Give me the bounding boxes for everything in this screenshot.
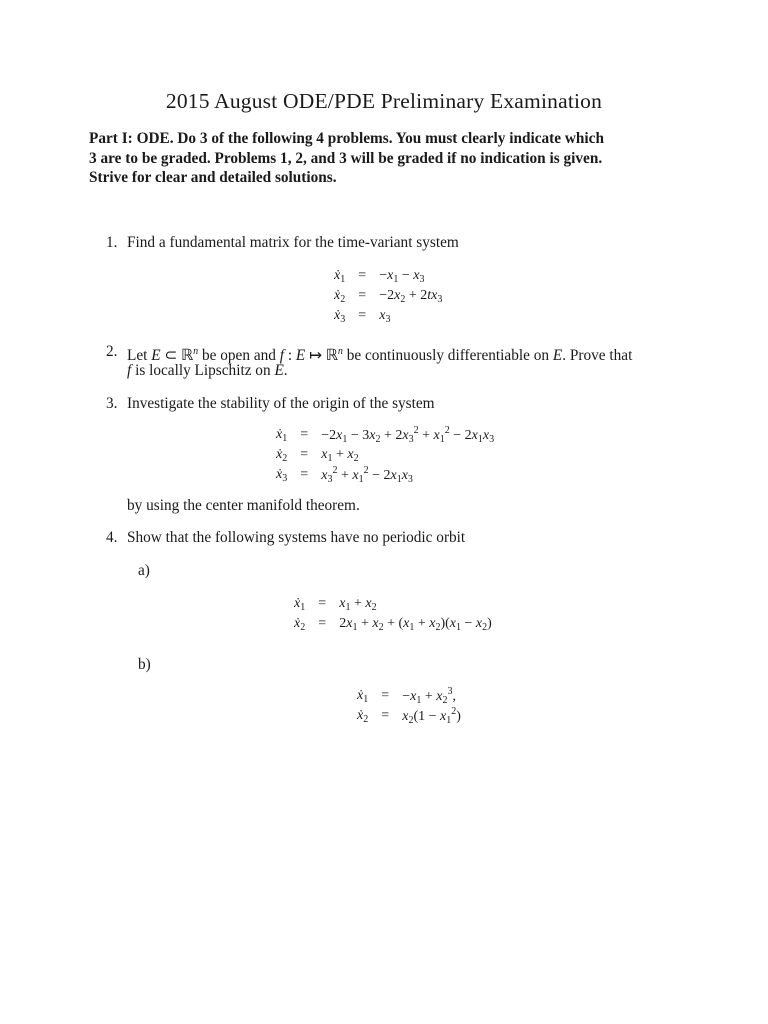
page-title: 2015 August ODE/PDE Preliminary Examination bbox=[165, 89, 603, 113]
problem-text: Show that the following systems have no periodic orbit bbox=[127, 529, 466, 546]
problem-text: Investigate the stability of the origin of the system bbox=[127, 395, 435, 412]
instructions bbox=[89, 129, 689, 188]
system-equation-3: ẋ$_1$ = $-2x_1 - 3x_2 + 2x_3^2 + x_1^2 - 2x_1x_3$ ẋ$_2$ = $x_1 + x_2$ ẋ$_3$ = $x_3^2 + x_1^2 - 2x_1x_3$ bbox=[276, 425, 495, 485]
problem-number: 2. bbox=[106, 343, 118, 360]
instructions-line-1: Part I: ODE. Do 3 of the following 4 problems. You must clearly indicate which bbox=[89, 130, 604, 147]
part-a-label: a) bbox=[138, 562, 150, 579]
part-b-label: b) bbox=[138, 656, 151, 673]
instructions-line-2: 3 are to be graded. Problems 1, 2, and 3 will be graded if no indication is given. bbox=[89, 149, 603, 167]
problem-text: Let E ⊂ ℝ$^n$ be open and f : E ↦ ℝ$^n$ be continuously differentiable on E. Prove that bbox=[127, 346, 633, 364]
system-equation-4b: ẋ$_1$ = $-x_1 + x_2^3$, ẋ$_2$ = $x_2(1 - x_1^2)$ bbox=[357, 686, 461, 726]
problem-text: Find a fundamental matrix for the time-variant system bbox=[127, 234, 459, 251]
exam-page: 2015 August ODE/PDE Preliminary Examination Part I: ODE. Do 3 of the following 4 problems. You must clearly indicate which 3 are to be graded. Problems 1, 2, and 3 will be graded if no indication is given. Strive for clear and detailed solutions. 1. Find a fundamental matrix for the time-variant system ẋ$_1$ = $-x_1 - x_3$ ẋ$_2$ = $-2x_2 + 2tx_3$ ẋ$_3$ = $x_3$ 2. Let E ⊂ ℝ$^n$ be open and f : E ↦ ℝ$^n$ be continuously differentiable on E. Prove that f is locally Lipschitz on E. 3. Investigate the stability of the origin of the system ẋ$_1$ = $-2x_1 - 3x_2 + 2x_3^2 + x_1^2 - 2x_1x_3$ ẋ$_2$ = $x_1 + x_2$ ẋ$_3$ = $x_3^2 + x_1^2 - 2x_1x_3$ by using the center manifold theorem. 4. Show that the following systems have no periodic orbit a) ẋ$_1$ = $x_1 + x_2$ ẋ$_2$ = $2x_1 + x_2 + (x_1 + x_2)(x_1 - x_2)$ b) ẋ$_1$ = $-x_1 + x_2^3$, ẋ$_2$ = $x_2(1 - x_1^2)$ bbox=[0, 0, 768, 1024]
instructions-line-3: Strive for clear and detailed solutions. bbox=[89, 169, 337, 186]
system-equation-4a: ẋ$_1$ = $x_1 + x_2$ ẋ$_2$ = $2x_1 + x_2 + (x_1 + x_2)(x_1 - x_2)$ bbox=[294, 595, 492, 633]
problem-number: 1. bbox=[106, 234, 118, 251]
system-equation-1: ẋ$_1$ = $-x_1 - x_3$ ẋ$_2$ = $-2x_2 + 2tx_3$ ẋ$_3$ = $x_3$ bbox=[334, 267, 443, 325]
problem-number: 3. bbox=[106, 395, 118, 412]
problem-number: 4. bbox=[106, 529, 118, 546]
